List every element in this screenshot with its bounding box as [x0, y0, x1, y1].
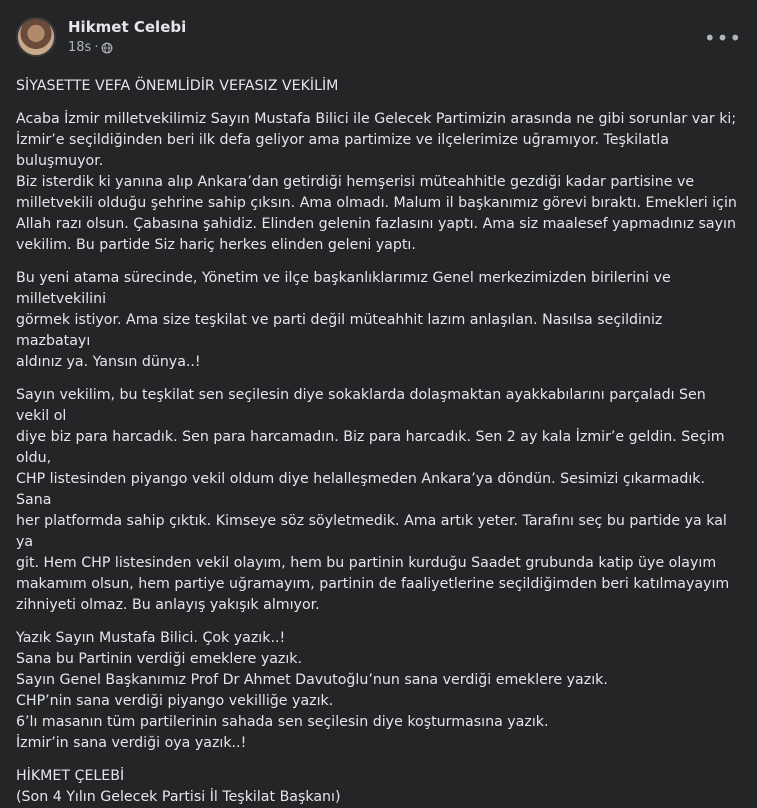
post-subline [68, 39, 186, 56]
post-signature: HİKMET ÇELEBİ (Son 4 Yılın Gelecek Partisi İl Teşkilat Başkanı) [16, 768, 341, 805]
post-paragraph: Sayın vekilim, bu teşkilat sen seçilesin diye sokaklarda dolaşmaktan ayakkabılarını parçaladı Sen vekil ol diye biz para harcadık. Sen para harcamadın. Biz para harcadık. Sen 2 ay kala İzmir’e geldin. Seçim oldu, CHP listesinden piyango vekil oldum diye helalleşmeden Ankara’ya döndün. Sesimizi çıkarmadık. Sana her platformda sahip çıktık. Kimseye söz söyletmedik. Ama artık yeter. Tarafını seç bu partide ya kal ya git. Hem CHP listesinden vekil olayım, hem bu partinin kurduğu Saadet grubunda katip üye olayım makamım olsun, hem partiye uğramayım, partinin de faaliyetlerine seçildiğimden beri katılmayayım zihniyeti olmaz. Bu anlayış yakışık almıyor. [16, 387, 730, 613]
post-meta [68, 18, 186, 56]
more-options-icon[interactable]: ••• [703, 26, 743, 50]
post-paragraph: Yazık Sayın Mustafa Bilici. Çok yazık..! Sana bu Partinin verdiği emeklere yazık. Sayın Genel Başkanımız Prof Dr Ahmet Davutoğlu’nun sana verdiği emeklere yazık. CHP’nin sana verdiği piyango vekilliğe yazık. 6’lı masanın tüm partilerinin sahada sen seçilesin diye koşturmasına yazık. İzmir’in sana verdiği oya yazık..! [16, 630, 608, 751]
post-body [16, 76, 741, 808]
separator-dot: · [94, 40, 99, 55]
post-paragraph: Bu yeni atama sürecinde, Yönetim ve ilçe başkanlıklarımız Genel merkezimizden birilerini ve milletvekilini görmek istiyor. Ama size teşkilat ve parti değil müteahhit lazım anlaşılan. Nasılsa seçildiniz mazbatayı aldınız ya. Yansın dünya..! [16, 270, 671, 370]
post-title: SİYASETTE VEFA ÖNEMLİDİR VEFASIZ VEKİLİM [16, 78, 339, 94]
globe-icon[interactable] [101, 42, 113, 54]
post-header [16, 12, 741, 62]
post-paragraph: Acaba İzmir milletvekilimiz Sayın Mustafa Bilici ile Gelecek Partimizin arasında ne gibi sorunlar var ki; İzmir’e seçildiğinden beri ilk defa geliyor ama partimize ve ilçelerimize uğramıyor. Teşkilatla buluşmuyor. Biz isterdik ki yanına alıp Ankara’dan getirdiği hemşerisi müteahhitle gezdiği kadar partisine ve milletvekili olduğu şehrine sahip çıksın. Ama olmadı. Malum il başkanımız görevi bıraktı. Emekleri için Allah razı olsun. Çabasına şahidiz. Elinden gelenin fazlasını yaptı. Ama siz maalesef yapmadınız sayın vekilim. Bu partide Siz hariç herkes elinden geleni yaptı. [16, 111, 737, 253]
post-timestamp[interactable]: 18s [68, 40, 92, 55]
avatar[interactable] [16, 17, 56, 57]
author-name[interactable]: Hikmet Celebi [68, 18, 187, 36]
